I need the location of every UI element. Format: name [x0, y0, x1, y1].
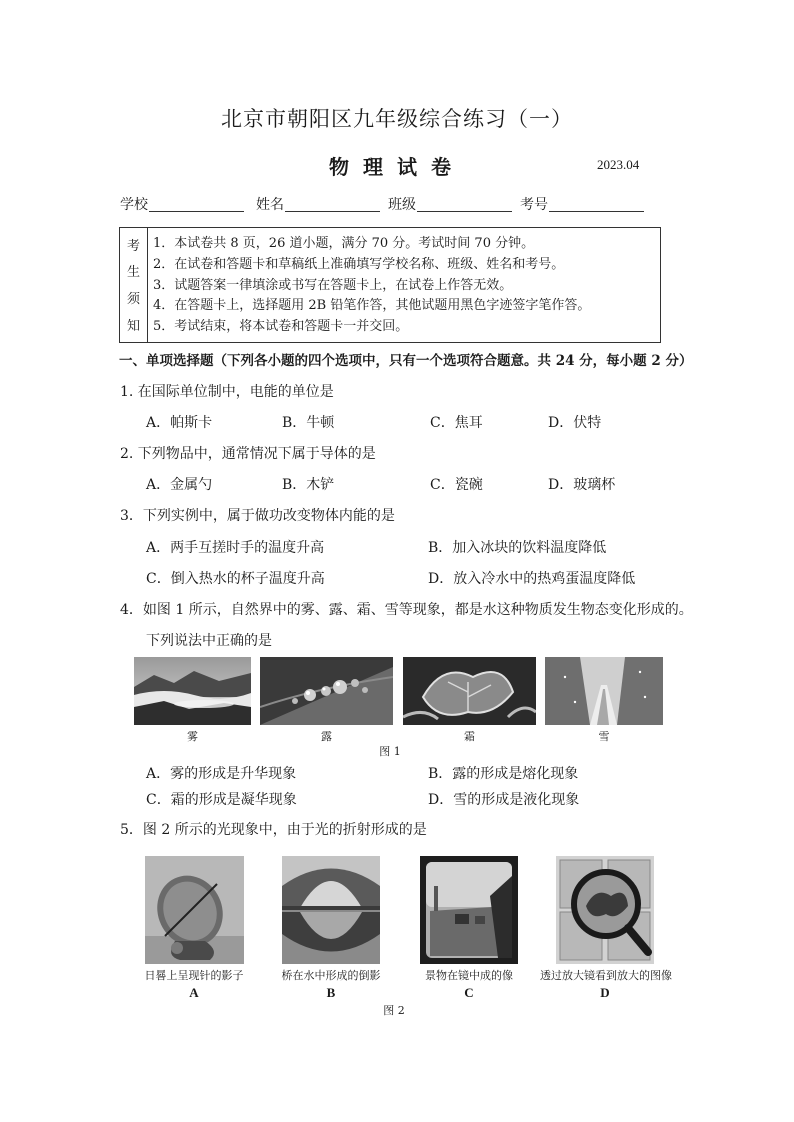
question-4-line2: 下列说法中正确的是 [146, 633, 272, 649]
q2-option-b[interactable]: B．木铲 [282, 477, 335, 493]
section-heading: 一、单项选择题（下列各小题的四个选项中，只有一个选项符合题意。共 24 分，每小题 2 分） [119, 353, 693, 369]
q1-option-b[interactable]: B．牛顿 [282, 415, 335, 431]
notice-label-char: 生 [126, 265, 140, 280]
question-1: 1. 在国际单位制中，电能的单位是 [120, 384, 334, 400]
frost-image [403, 657, 536, 725]
q4-option-c[interactable]: C．霜的形成是凝华现象 [146, 792, 297, 808]
sundial-image [145, 856, 244, 964]
magnifier-image [556, 856, 654, 964]
fog-image [134, 657, 251, 725]
mirror-image [420, 856, 518, 964]
exam-number-field[interactable] [520, 194, 644, 214]
bridge-caption: 桥在水中形成的倒影 [281, 969, 381, 982]
q2-option-a[interactable]: A．金属勺 [146, 477, 213, 493]
name-field[interactable] [256, 194, 380, 214]
sundial-caption: 日晷上呈现针的影子 [144, 969, 244, 982]
q3-option-c[interactable]: C．倒入热水的杯子温度升高 [146, 571, 325, 587]
figure-2-label: 图 2 [383, 1004, 405, 1017]
q4-option-a[interactable]: A．雾的形成是升华现象 [146, 766, 297, 782]
notice-line: 3．试题答案一律填涂或书写在答题卡上，在试卷上作答无效。 [153, 277, 513, 293]
page-title: 北京市朝阳区九年级综合练习（一） [221, 107, 573, 131]
fog-caption: 雾 [187, 730, 198, 743]
notice-line: 5．考试结束，将本试卷和答题卡一并交回。 [153, 319, 409, 335]
school-label: 学校 [120, 197, 148, 213]
q1-option-c[interactable]: C．焦耳 [430, 415, 483, 431]
notice-label [120, 228, 148, 342]
magnifier-caption: 透过放大镜看到放大的图像 [540, 969, 672, 982]
school-field[interactable] [120, 194, 244, 214]
question-5: 5．图 2 所示的光现象中，由于光的折射形成的是 [120, 822, 427, 838]
q3-option-d[interactable]: D．放入冷水中的热鸡蛋温度降低 [428, 571, 636, 587]
q5-option-d[interactable]: D [600, 985, 610, 1000]
q1-option-a[interactable]: A．帕斯卡 [146, 415, 213, 431]
notice-label-char: 知 [126, 319, 140, 334]
q5-option-c[interactable]: C [464, 985, 474, 1000]
q5-option-a[interactable]: A [189, 985, 199, 1000]
class-field[interactable] [388, 194, 512, 214]
frost-caption: 霜 [464, 730, 475, 743]
exam-date: 2023.04 [597, 157, 640, 172]
notice-line: 4．在答题卡上，选择题用 2B 铅笔作答，其他试题用黑色字迹签字笔作答。 [153, 298, 591, 314]
question-3: 3．下列实例中，属于做功改变物体内能的是 [120, 508, 395, 524]
notice-label-char: 考 [126, 239, 140, 254]
q4-option-b[interactable]: B．露的形成是熔化现象 [428, 766, 579, 782]
snow-caption: 雪 [598, 730, 610, 743]
class-label: 班级 [388, 197, 416, 213]
notice-lines [153, 234, 590, 338]
dew-image [260, 657, 393, 725]
notice-box [119, 227, 661, 343]
q3-option-a[interactable]: A．两手互搓时手的温度升高 [146, 540, 325, 556]
bridge-image [282, 856, 380, 964]
notice-line: 2．在试卷和答题卡和草稿纸上准确填写学校名称、班级、姓名和考号。 [153, 256, 565, 272]
figure-1-label: 图 1 [379, 745, 401, 758]
page-subtitle: 物理试卷 [329, 155, 465, 179]
q1-option-d[interactable]: D．伏特 [548, 415, 602, 431]
q2-option-d[interactable]: D．玻璃杯 [548, 477, 616, 493]
q2-option-c[interactable]: C．瓷碗 [430, 477, 483, 493]
q3-option-b[interactable]: B．加入冰块的饮料温度降低 [428, 540, 607, 556]
exam-number-label: 考号 [520, 197, 548, 213]
snow-image [545, 657, 663, 725]
q5-option-b[interactable]: B [326, 985, 336, 1000]
name-label: 姓名 [256, 197, 284, 213]
question-2: 2. 下列物品中，通常情况下属于导体的是 [120, 446, 376, 462]
notice-label-char: 须 [126, 292, 140, 307]
notice-line: 1．本试卷共 8 页，26 道小题，满分 70 分。考试时间 70 分钟。 [153, 236, 535, 251]
mirror-caption: 景物在镜中成的像 [425, 969, 513, 982]
q4-option-d[interactable]: D．雪的形成是液化现象 [428, 792, 580, 808]
dew-caption: 露 [321, 730, 332, 743]
question-4: 4．如图 1 所示，自然界中的雾、露、霜、雪等现象，都是水这种物质发生物态变化形成的。 [120, 602, 693, 618]
